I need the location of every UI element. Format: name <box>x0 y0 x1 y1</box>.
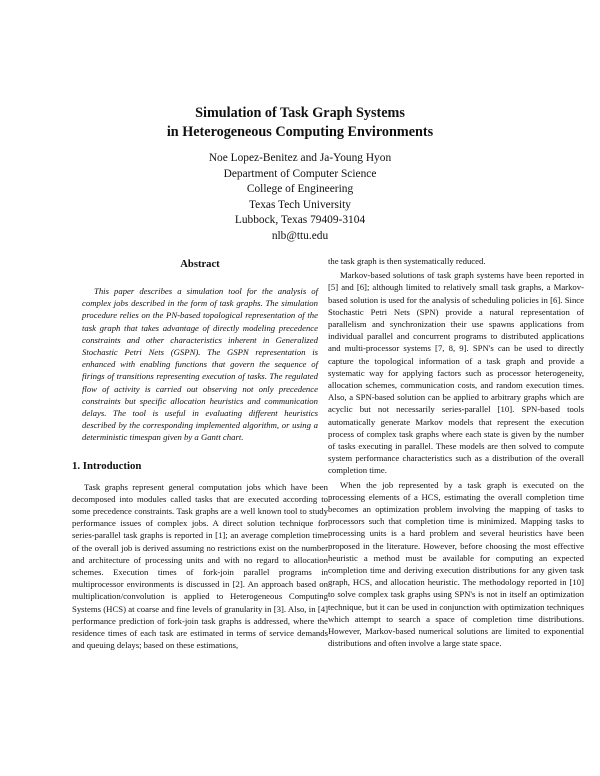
author-city: Lubbock, Texas 79409-3104 <box>234 214 366 226</box>
left-column <box>72 258 328 651</box>
introduction-heading: 1. Introduction <box>72 459 142 472</box>
author-university: Texas Tech University <box>249 198 351 211</box>
title-line-1: Simulation of Task Graph Systems <box>195 105 405 121</box>
intro-paragraph-2: Markov-based solutions of task graph systems have been reported in [5] and [6]; although limited to relatively small task graphs, a Markov-based solution is used for the analysis of scheduling policies in [6]. Since Stochastic Petri Nets (SPN) provide a natural representation of parallelism and synchronization their use spawns applications from individual parallel and concurrent programs to distributed applications and multi-processor systems [7, 8, 9]. SPN's can be used to directly capture the topological information of a task graph and provide a systematic way for applying factors such as processor heterogeneity, allocation schemes, communication costs, and random execution times. Also, a SPN-based solution can be applied to arbitrary graphs which are acyclic but not necessarily series-parallel [10]. SPN-based tools automatically generate Markov models that represent the execution process of complex task graphs where each state is given by the number of tasks executing in parallel. These models are then solved to compute system performance characteristics such as a distribution of the overall completion time. <box>328 270 584 476</box>
intro-paragraph-1: Task graphs represent general computation jobs which have been decomposed into modules called tasks that are executed according to some precedence constraints. Task graphs are a well known tool to study performance issues of complex jobs. A direct solution technique for series-parallel task graphs is reported in [1]; an average completion time of the overall job is derived assuming no restrictions exist on the number and architecture of processing units and with no regard to allocation schemes. Execution times of fork-join parallel programs in multiprocessor environments is discussed in [2]. An approach based on multiplication/convolution is applied to Heterogeneous Computing Systems (HCS) at coarse and fine levels of granularity in [3]. Also, in [4] performance prediction of fork-join task graphs is addressed, where the residence times of each task are estimated in terms of service demands and queuing delays; based on these estimations, <box>72 481 328 651</box>
intro-continuation: the task graph is then systematically reduced. <box>328 256 486 266</box>
paper-title <box>0 104 600 142</box>
abstract-body <box>72 285 328 444</box>
author-names: Noe Lopez-Benitez and Ja-Young Hyon <box>208 152 392 164</box>
abstract-heading: Abstract <box>180 259 220 270</box>
intro-paragraph-3: When the job represented by a task graph is executed on the processing elements of a HCS, estimating the overall completion time becomes an optimization problem involving the mapping of tasks to processors such that completion time is minimized. Mapping tasks to processing units is a hard problem and several heuristics have been proposed in the literature. However, before choosing the most effective heuristic a method must be available for computing an expected completion time and deriving execution distributions for any given task graph, HCS, and allocation heuristic. The methodology reported in [10] to solve complex task graphs using SPN's is not in itself an optimization technique, but it can be used in conjunction with optimization techniques which attempt to search a space of completion time distributions. However, Markov-based numerical solutions are limited to exponential distributions and often involve a large state space. <box>328 479 584 649</box>
author-email: nlb@ttu.edu <box>271 229 329 242</box>
author-college: College of Engineering <box>246 183 354 195</box>
abstract-text: This paper describes a simulation tool for the analysis of complex jobs described in the form of task graphs. The simulation procedure relies on the PN-based topological representation of the task graph that takes advantage of directly modeling precedence constraints and other characteristics inherent in Generalized Stochastic Petri Nets (GSPN). The GSPN representation is enhanced with enabling functions that govern the sequence of firings of transitions representing execution of tasks. The regulated flow of activity is carried out observing not only precedence constraints but specific allocation heuristics and communication delays. The tool is useful in evaluating different heuristics described by the corresponding implemented algorithm, or using a deterministic timespan given by a Gantt chart. <box>82 286 318 443</box>
author-department: Department of Computer Science <box>223 167 377 180</box>
right-column <box>328 255 584 650</box>
title-line-2: in Heterogeneous Computing Environments <box>166 124 434 140</box>
author-block <box>0 151 600 244</box>
